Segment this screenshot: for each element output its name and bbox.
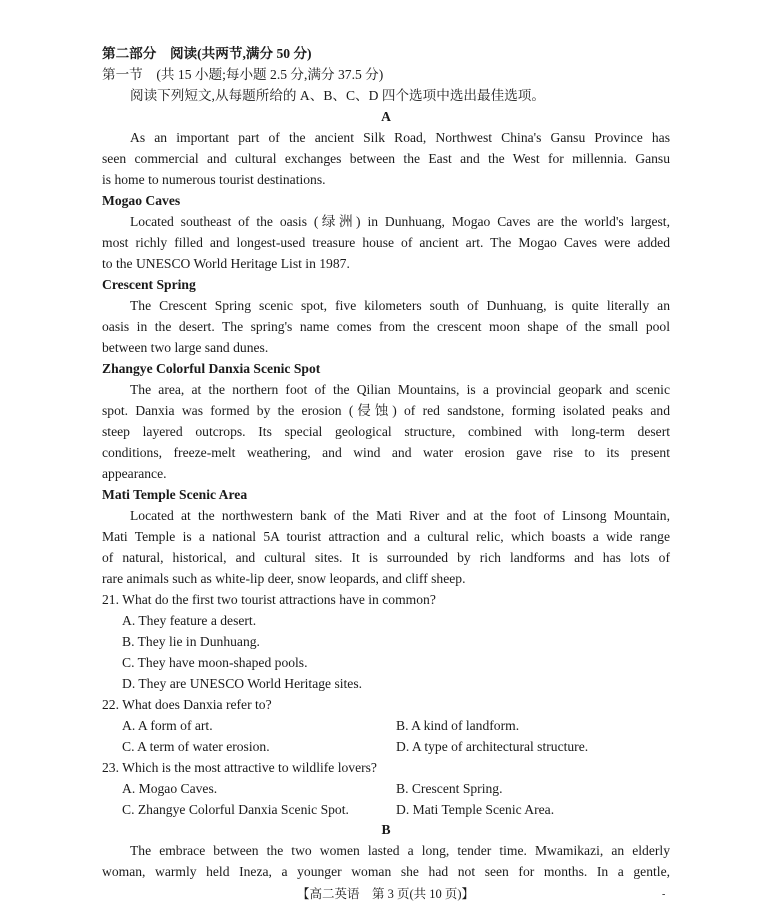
q23-option-a[interactable]: A. Mogao Caves. <box>122 781 218 796</box>
passage-b-line-2: woman, warmly held Ineza, a younger woman she had not seen for months. In a gentle, <box>102 864 670 879</box>
question-23-stem: 23. Which is the most attractive to wildlife lovers? <box>102 760 377 775</box>
passage-b-label: B <box>381 822 391 837</box>
zhangye-title: Zhangye Colorful Danxia Scenic Spot <box>102 361 321 376</box>
question-21-stem: 21. What do the first two tourist attractions have in common? <box>102 592 436 607</box>
section-heading: 第一节 (共 15 小题;每小题 2.5 分,满分 37.5 分) <box>102 67 384 82</box>
zhangye-line-2: spot. Danxia was formed by the erosion (侵蚀) of red sandstone, forming isolated peaks and <box>102 403 670 418</box>
mati-title: Mati Temple Scenic Area <box>102 487 248 502</box>
q22-option-c[interactable]: C. A term of water erosion. <box>122 739 270 754</box>
q22-option-b[interactable]: B. A kind of landform. <box>396 718 520 733</box>
q21-option-c[interactable]: C. They have moon-shaped pools. <box>122 655 308 670</box>
q21-option-b[interactable]: B. They lie in Dunhuang. <box>122 634 260 649</box>
q23-option-b[interactable]: B. Crescent Spring. <box>396 781 503 796</box>
mogao-line-3: to the UNESCO World Heritage List in 1987. <box>102 256 350 271</box>
q23-option-c[interactable]: C. Zhangye Colorful Danxia Scenic Spot. <box>122 802 349 817</box>
q21-option-a[interactable]: A. They feature a desert. <box>122 613 257 628</box>
question-22-stem: 22. What does Danxia refer to? <box>102 697 272 712</box>
intro-line-2: seen commercial and cultural exchanges between the East and the West for millennia. Gansu <box>102 151 670 166</box>
mogao-title: Mogao Caves <box>102 193 181 208</box>
q23-option-d[interactable]: D. Mati Temple Scenic Area. <box>396 802 555 817</box>
mati-line-3: of natural, historical, and cultural sites. It is surrounded by rich landforms and has lots of <box>102 550 670 565</box>
crescent-line-3: between two large sand dunes. <box>102 340 269 355</box>
mogao-line-2: most richly filled and longest-used treasure house of ancient art. The Mogao Caves were added <box>102 235 670 250</box>
mogao-line-1: Located southeast of the oasis (绿洲) in Dunhuang, Mogao Caves are the world's largest, <box>130 214 670 229</box>
footer-mark: - <box>662 889 666 900</box>
passage-b-line-1: The embrace between the two women lasted a long, tender time. Mwamikazi, an elderly <box>130 843 670 858</box>
mati-line-4: rare animals such as white-lip deer, snow leopards, and cliff sheep. <box>102 571 466 586</box>
crescent-title: Crescent Spring <box>102 277 196 292</box>
mati-line-2: Mati Temple is a national 5A tourist attraction and a cultural relic, which boasts a wide range <box>102 529 670 544</box>
mati-line-1: Located at the northwestern bank of the Mati River and at the foot of Linsong Mountain, <box>130 508 670 523</box>
q22-option-a[interactable]: A. A form of art. <box>122 718 213 733</box>
passage-a-label: A <box>381 109 391 124</box>
intro-line-3: is home to numerous tourist destinations. <box>102 172 326 187</box>
q22-option-d[interactable]: D. A type of architectural structure. <box>396 739 589 754</box>
instructions: 阅读下列短文,从每题所给的 A、B、C、D 四个选项中选出最佳选项。 <box>130 88 545 103</box>
q21-option-d[interactable]: D. They are UNESCO World Heritage sites. <box>122 676 363 691</box>
part-heading: 第二部分 阅读(共两节,满分 50 分) <box>102 46 312 61</box>
zhangye-line-5: appearance. <box>102 466 167 481</box>
zhangye-line-4: conditions, freeze-melt weathering, and wind and water erosion gave rise to its present <box>102 445 670 460</box>
intro-line-1: As an important part of the ancient Silk Road, Northwest China's Gansu Province has <box>130 130 670 145</box>
zhangye-line-3: steep layered outcrops. Its special geological structure, combined with long-term desert <box>102 424 670 439</box>
crescent-line-1: The Crescent Spring scenic spot, five kilometers south of Dunhuang, is quite literally an <box>130 298 670 313</box>
page-footer: 【高二英语 第 3 页(共 10 页)】 <box>296 887 475 901</box>
zhangye-line-1: The area, at the northern foot of the Qilian Mountains, is a provincial geopark and scenic <box>130 382 670 397</box>
crescent-line-2: oasis in the desert. The spring's name comes from the crescent moon shape of the small pool <box>102 319 670 334</box>
